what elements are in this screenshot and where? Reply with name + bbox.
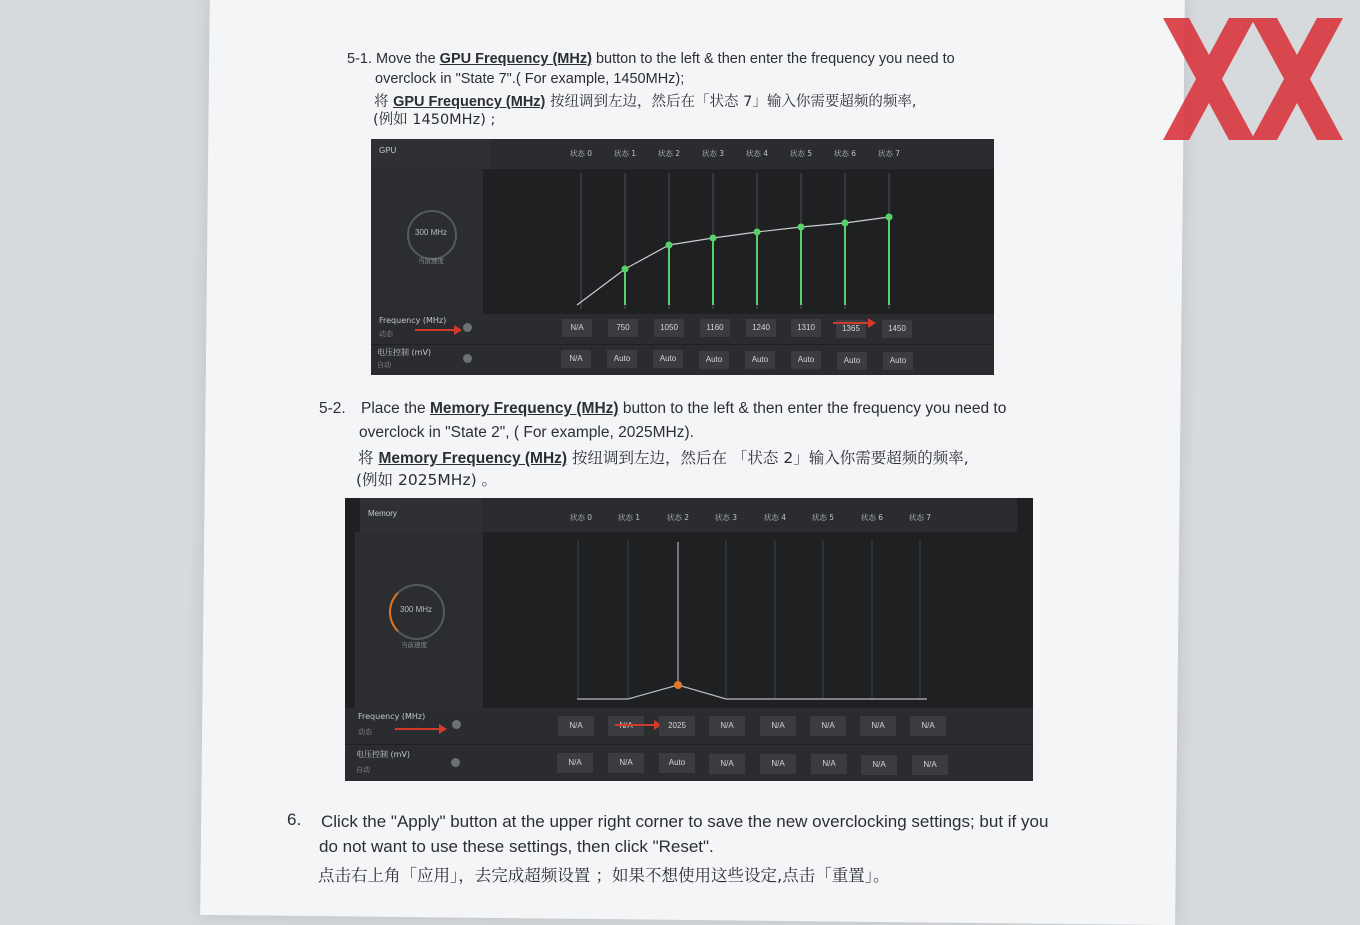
memory-volt-state-6[interactable]: N/A (861, 755, 897, 775)
memory-gauge-value: 300 MHz (399, 605, 433, 614)
memory-state-7[interactable]: 状态 7 (908, 513, 932, 522)
step-5-2-cn-line1-post: 按纽调到左边，然后在 「状态 2」输入你需要超频的频率, (567, 449, 969, 467)
memory-state-1[interactable]: 状态 1 (617, 513, 641, 522)
gpu-freq-state-4[interactable]: 1240 (746, 319, 776, 337)
step-5-1-cn-line1-pre: 将 (374, 94, 394, 110)
memory-overclock-panel (345, 498, 1033, 781)
memory-freq-state-5[interactable]: N/A (810, 716, 846, 736)
memory-volt-state-1[interactable]: N/A (608, 753, 644, 773)
gpu-freq-arrow (415, 329, 455, 331)
gpu-volt-state-3[interactable]: Auto (699, 351, 729, 369)
memory-freq-state-7[interactable]: N/A (910, 716, 946, 736)
gpu-freq-state-2[interactable]: 1050 (654, 319, 684, 337)
step-5-2-number (319, 400, 346, 418)
step-5-1-cn-line1-post: 按纽调到左边，然后在「状态 7」输入你需要超频的频率, (545, 94, 917, 110)
gpu-state7-arrow (833, 322, 869, 324)
memory-gauge-label: 当前速度 (401, 641, 427, 649)
gpu-state-4[interactable]: 状态 4 (745, 149, 769, 158)
step-5-2-cn-line2: (例如 2025MHz) 。 (356, 471, 498, 489)
step-5-2-line1-post: button to the left & then enter the frequency you need to (618, 400, 1007, 417)
memory-state2-arrow (615, 724, 655, 726)
gpu-gauge-label: 当前速度 (418, 257, 444, 265)
step-5-2-cn-line1-pre: 将 (358, 449, 379, 467)
step-5-2-line1-pre: Place the (361, 400, 430, 417)
step-5-1-line1-pre: Move the (376, 51, 440, 67)
gpu-state-5[interactable]: 状态 5 (789, 149, 813, 158)
gpu-voltage-sub: 自动 (377, 361, 391, 369)
step-6-number: 6. (287, 810, 302, 829)
memory-state-4[interactable]: 状态 4 (763, 513, 787, 522)
memory-volt-state-3[interactable]: N/A (709, 754, 745, 774)
gpu-frequency-link-cn: GPU Frequency (MHz) (393, 94, 546, 110)
gpu-volt-state-6[interactable]: Auto (837, 352, 867, 370)
memory-frequency-link-cn: Memory Frequency (MHz) (378, 450, 568, 467)
gpu-freq-state-7[interactable]: 1450 (882, 320, 912, 338)
memory-frequency-toggle[interactable] (452, 720, 461, 729)
memory-freq-state-6[interactable]: N/A (860, 716, 896, 736)
memory-freq-state-4[interactable]: N/A (760, 716, 796, 736)
gpu-voltage-label: 电压控制 (mV) (377, 348, 432, 357)
memory-freq-state-3[interactable]: N/A (709, 716, 745, 736)
step-5-2-line2: overclock in "State 2", ( For example, 2025MHz). (359, 424, 694, 441)
gpu-state-6[interactable]: 状态 6 (833, 149, 857, 158)
gpu-volt-state-5[interactable]: Auto (791, 351, 821, 369)
gpu-state-1[interactable]: 状态 1 (613, 149, 637, 158)
memory-volt-state-2[interactable]: Auto (659, 753, 695, 773)
xx-logo (1163, 18, 1343, 140)
gpu-overclock-panel (371, 139, 994, 375)
step-5-1-line2: overclock in "State 7".( For example, 1450MHz); (375, 71, 685, 87)
step-5-1-cn-line2: (例如 1450MHz) ; (373, 112, 496, 128)
memory-volt-state-0[interactable]: N/A (557, 753, 593, 773)
gpu-frequency-link: GPU Frequency (MHz) (439, 51, 592, 67)
memory-freq-state-2[interactable]: 2025 (659, 716, 695, 736)
gpu-state-7[interactable]: 状态 7 (877, 149, 901, 158)
memory-voltage-sub: 自动 (356, 766, 370, 774)
memory-frequency-link: Memory Frequency (MHz) (429, 400, 619, 417)
step-5-2-number-text: 5-2. (319, 400, 346, 417)
gpu-freq-state-3[interactable]: 1160 (700, 319, 730, 337)
step-6-line2: do not want to use these settings, then click "Reset". (319, 837, 714, 856)
memory-volt-state-7[interactable]: N/A (912, 755, 948, 775)
gpu-freq-state-1[interactable]: 750 (608, 319, 638, 337)
gpu-gauge-value: 300 MHz (414, 228, 448, 237)
memory-voltage-toggle[interactable] (451, 758, 460, 767)
gpu-freq-state-5[interactable]: 1310 (791, 319, 821, 337)
memory-voltage-label: 电压控制 (mV) (356, 750, 411, 759)
memory-volt-state-4[interactable]: N/A (760, 754, 796, 774)
step-5-2-cn-line1 (358, 446, 969, 468)
gpu-volt-state-4[interactable]: Auto (745, 351, 775, 369)
gpu-volt-state-7[interactable]: Auto (883, 352, 913, 370)
gpu-state-3[interactable]: 状态 3 (701, 149, 725, 158)
step-6-cn-line: 点击右上角「应用」，去完成超频设置 ；如果不想使用这些设定,点击「重置」。 (318, 866, 890, 885)
gpu-frequency-label: Frequency (MHz) (379, 316, 447, 325)
memory-freq-state-0[interactable]: N/A (558, 716, 594, 736)
gpu-volt-state-2[interactable]: Auto (653, 350, 683, 368)
memory-freq-arrow (395, 728, 440, 730)
gpu-frequency-sub: 动态 (379, 330, 393, 338)
gpu-frequency-toggle[interactable] (463, 323, 472, 332)
gpu-state-0[interactable]: 状态 0 (569, 149, 593, 158)
memory-state-3[interactable]: 状态 3 (714, 513, 738, 522)
gpu-volt-state-1[interactable]: Auto (607, 350, 637, 368)
step-6-line1: Click the "Apply" button at the upper right corner to save the new overclocking settings; but if you (321, 812, 1049, 831)
step-5-1-line1 (376, 51, 955, 67)
gpu-voltage-toggle[interactable] (463, 354, 472, 363)
memory-state-2[interactable]: 状态 2 (666, 513, 690, 522)
gpu-panel-title: GPU (371, 139, 491, 169)
gpu-freq-state-6[interactable]: 1365 (836, 320, 866, 338)
memory-state-6[interactable]: 状态 6 (860, 513, 884, 522)
memory-panel-title: Memory (360, 498, 496, 532)
gpu-state-2[interactable]: 状态 2 (657, 149, 681, 158)
memory-state-5[interactable]: 状态 5 (811, 513, 835, 522)
gpu-volt-state-0[interactable]: N/A (561, 350, 591, 368)
gpu-freq-state-0[interactable]: N/A (562, 319, 592, 337)
step-5-2-line1 (361, 400, 1006, 418)
memory-freq-state-1[interactable] (608, 716, 644, 736)
step-5-1-number: 5-1. (347, 51, 372, 67)
step-5-1-line1-post: button to the left & then enter the frequency you need to (591, 51, 955, 67)
memory-frequency-label: Frequency (MHz) (358, 712, 426, 721)
memory-volt-state-5[interactable]: N/A (811, 754, 847, 774)
memory-frequency-sub: 动态 (358, 728, 372, 736)
memory-state-0[interactable]: 状态 0 (569, 513, 593, 522)
